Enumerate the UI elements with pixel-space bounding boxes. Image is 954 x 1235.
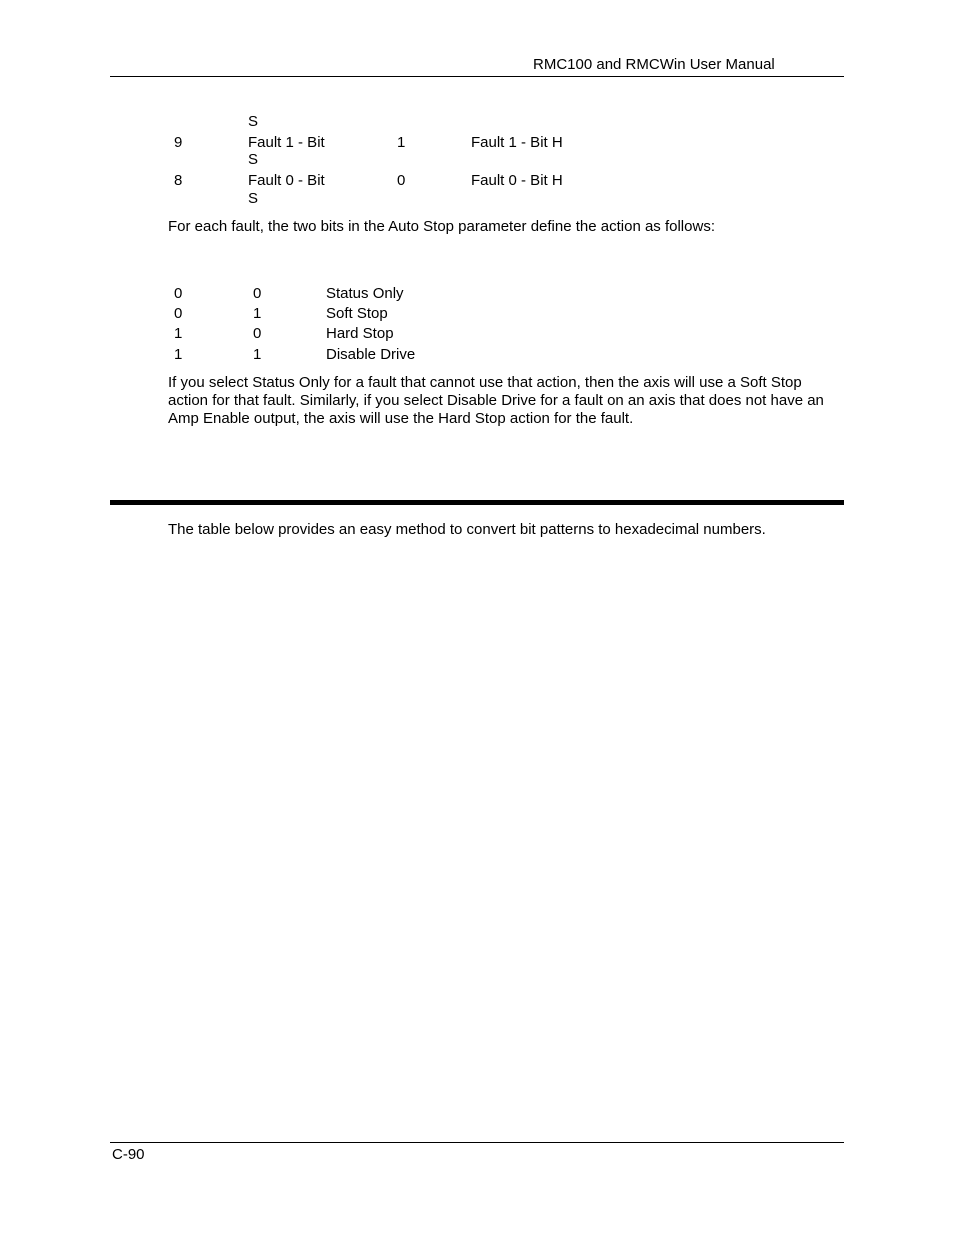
bit-number: 8 <box>174 172 183 189</box>
section-rule <box>110 500 844 505</box>
high-bit: 0 <box>174 285 183 302</box>
section-paragraph: The table below provides an easy method to convert bit patterns to hexadecimal numbers. <box>168 521 766 538</box>
low-bit: 0 <box>253 325 262 342</box>
intro-paragraph: For each fault, the two bits in the Auto Stop parameter define the action as follows: <box>168 218 715 235</box>
bit-number: 9 <box>174 134 183 151</box>
high-bit: 1 <box>174 325 183 342</box>
low-bit: 0 <box>253 285 262 302</box>
bits-table-continuation: S <box>248 113 259 130</box>
bit-value: 1 <box>397 134 406 151</box>
bit-name-wrap: S <box>248 151 259 168</box>
header-rule <box>110 76 844 77</box>
bit-name-wrap: S <box>248 190 259 207</box>
high-bit: 0 <box>174 305 183 322</box>
bit-name: Fault 1 - Bit <box>248 134 325 151</box>
action-label: Soft Stop <box>326 305 388 322</box>
high-bit: 1 <box>174 346 183 363</box>
bit-description: Fault 1 - Bit H <box>471 134 563 151</box>
low-bit: 1 <box>253 346 262 363</box>
low-bit: 1 <box>253 305 262 322</box>
footer-rule <box>110 1142 844 1143</box>
action-label: Disable Drive <box>326 346 416 363</box>
header-title: RMC100 and RMCWin User Manual <box>533 56 775 73</box>
bit-description: Fault 0 - Bit H <box>471 172 563 189</box>
action-label: Hard Stop <box>326 325 394 342</box>
bit-value: 0 <box>397 172 406 189</box>
note-paragraph: If you select Status Only for a fault that cannot use that action, then the axis will use a Soft Stop action for that fault. Similarly, if you select Disable Drive for a fault on an axis that does not have an Amp Enable output, the axis will use the Hard Stop action for the fault. <box>168 374 824 427</box>
page-number: C-90 <box>112 1146 145 1163</box>
action-label: Status Only <box>326 285 404 302</box>
bit-name: Fault 0 - Bit <box>248 172 325 189</box>
